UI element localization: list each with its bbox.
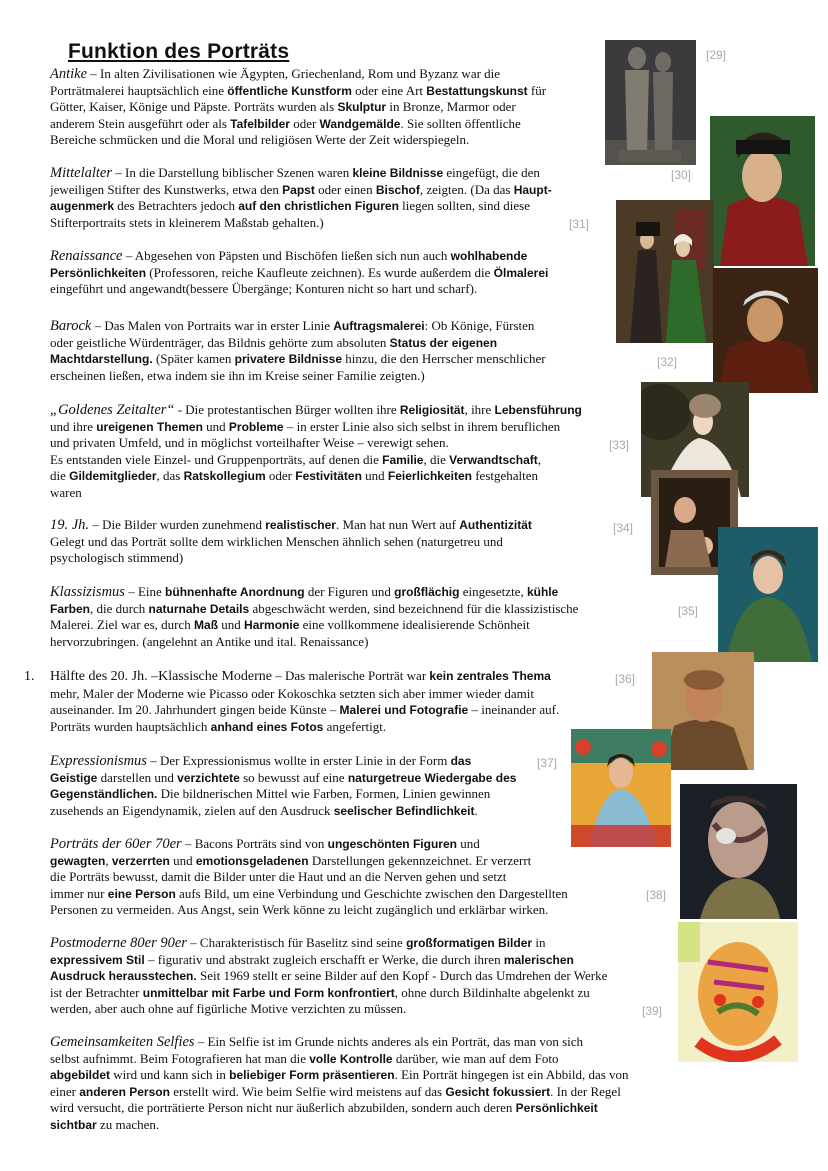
page-title: Funktion des Porträts <box>68 40 290 63</box>
text-run: Personen zu vermeiden. Aus Angst, sein Werk könne zu leicht zugänglich und erklärbar wirken. <box>50 902 549 918</box>
bold-term: Ausdruck herausstechen. <box>50 969 197 984</box>
text-run: , ohne durch Bildinhalte abgelenkt zu <box>394 984 590 1000</box>
section-line <box>50 83 610 100</box>
ref-39: [39] <box>642 1004 663 1018</box>
section-line <box>50 248 620 265</box>
bold-term: Gesicht fokussiert <box>445 1084 551 1099</box>
bold-term: Feierlichkeiten <box>387 469 472 484</box>
bold-term: Persönlichkeiten <box>50 265 147 280</box>
section-heading: Porträts der 60er 70er <box>50 836 182 852</box>
bold-term: ureigenen Themen <box>96 419 203 434</box>
bold-term: das <box>450 754 472 768</box>
text-run: waren <box>50 484 82 500</box>
text-run: und <box>169 852 196 868</box>
bold-term: wohlhabende <box>450 249 528 263</box>
bold-term: sichtbar <box>50 1117 97 1132</box>
bold-term: großflächig <box>394 585 460 599</box>
bold-term: Status der eigenen <box>389 335 498 350</box>
text-run: eingefügt, die den <box>443 165 540 180</box>
bold-term: volle Kontrolle <box>309 1051 393 1066</box>
section-klassische-moderne <box>50 668 650 735</box>
bold-term: gewagten <box>50 853 106 868</box>
text-run: Darstellungen gekennzeichnet. Er verzerrt <box>308 852 532 868</box>
text-run: Es entstanden viele Einzel- und Gruppenporträts, auf denen die <box>50 451 383 467</box>
text-run: und <box>218 617 245 633</box>
section-line <box>50 182 610 199</box>
section-heading: Antike <box>50 66 88 82</box>
text-run: (Professoren, reiche Kaufleute zeichnen). Es wurde außerdem die <box>146 264 494 280</box>
bold-term: anhand eines Fotos <box>210 719 324 734</box>
section-line <box>50 719 650 736</box>
section-line <box>50 265 620 282</box>
bold-term: Harmonie <box>244 618 300 633</box>
bold-term: emotionsgeladenen <box>195 853 309 868</box>
bold-term: Gegenständlichen. <box>50 787 158 802</box>
text-run: zu machen. <box>96 1116 160 1132</box>
section-barock <box>50 318 620 384</box>
section-heading: 19. Jh. <box>50 517 90 533</box>
bold-term: verzerrten <box>111 853 170 868</box>
bold-term: kein zentrales Thema <box>429 669 551 683</box>
text-run: – Bacons Porträts sind von <box>181 836 328 851</box>
arnolfini-portrait-image <box>616 200 714 343</box>
section-line <box>50 517 620 534</box>
section-line <box>50 770 580 787</box>
section-line <box>50 952 650 969</box>
ref-35: [35] <box>678 604 699 618</box>
text-run: , die <box>423 451 450 467</box>
text-run: und ihre <box>50 418 97 434</box>
section-line <box>50 968 650 985</box>
section-line <box>50 853 650 870</box>
text-run: – Der Expressionismus wollte in erster Linie in der Form <box>146 753 451 768</box>
bold-term: abgebildet <box>50 1068 111 1083</box>
section-line <box>50 1067 680 1084</box>
section-line <box>50 601 650 618</box>
bacon-distorted-head-image <box>680 784 797 919</box>
text-run: oder eine Art <box>351 82 427 98</box>
text-run: liegen sollten, sind diese <box>398 198 530 214</box>
text-run: – In die Darstellung biblischer Szenen waren <box>112 165 353 180</box>
section-line <box>50 786 580 803</box>
text-run: und <box>361 468 388 484</box>
bold-term: anderen Person <box>79 1084 170 1099</box>
text-run: mehr, Maler der Moderne wie Picasso oder Kokoschka setzten sich aber immer wieder damit <box>50 685 534 701</box>
section-line <box>50 836 650 853</box>
ref-36: [36] <box>615 672 636 686</box>
ref-34: [34] <box>613 521 634 535</box>
bold-term: Bischof <box>375 182 420 197</box>
section-line <box>50 132 610 149</box>
section-line <box>50 686 650 703</box>
text-run: . Sie sollten öffentliche <box>400 115 521 131</box>
text-run: . Man hat nun Wert auf <box>335 517 460 532</box>
section-60er-70er <box>50 836 650 919</box>
text-run: jeweiligen Stifter des Kunstwerks, etwa den <box>50 181 283 197</box>
text-run: . In der Regel <box>550 1083 621 1099</box>
bold-term: kleine Bildnisse <box>352 166 444 180</box>
renaissance-man-portrait-image <box>710 116 815 266</box>
section-line <box>50 534 620 551</box>
text-run: (Später kamen <box>152 351 235 367</box>
section-line <box>50 452 640 469</box>
section-expressionismus <box>50 753 580 819</box>
text-run: in Bronze, Marmor oder <box>386 99 516 115</box>
text-run: oder geistliche Würdenträger, das Bildnis gehörte zum absoluten <box>50 334 390 350</box>
bold-term: naturgetreue Wiedergabe des <box>347 770 517 785</box>
section-line <box>50 468 640 485</box>
rembrandt-self-portrait-image <box>713 268 818 393</box>
text-run: erstellt wird. Wie beim Selfie wird meistens auf das <box>169 1083 446 1099</box>
section-heading: Gemeinsamkeiten Selfies <box>50 1034 195 1050</box>
lady-green-shawl-image <box>718 527 818 662</box>
text-run: , zeigten. (Da das <box>419 181 514 197</box>
text-run: angefertigt. <box>323 718 387 734</box>
text-run: – Ein Selfie ist im Grunde nichts anderes als ein Porträt, das man von sich <box>194 1034 584 1049</box>
section-line <box>50 281 620 298</box>
text-run: abgeschwächt werden, sind bezeichnend für die klassizistische <box>249 600 579 616</box>
bold-term: beliebiger Form präsentieren <box>229 1068 395 1083</box>
section-line <box>50 165 610 182</box>
bold-term: ungeschönten Figuren <box>327 837 457 851</box>
bold-term: eine Person <box>107 886 176 901</box>
bold-term: Verwandtschaft <box>449 452 538 467</box>
text-run: auseinander. Im 20. Jahrhundert gingen beide Künste – <box>50 702 340 718</box>
section-line <box>50 116 610 133</box>
bold-term: Festivitäten <box>295 469 362 484</box>
bold-term: realistischer <box>265 518 336 532</box>
text-run: darüber, wie man auf dem Foto <box>392 1050 559 1066</box>
text-run: , <box>537 451 542 467</box>
text-run: . Ein Porträt hingegen ist ein Abbild, das von <box>394 1067 629 1083</box>
text-run: zusehends an Eigendynamik, zielen auf den Ausdruck <box>50 802 334 818</box>
text-run: psychologisch stimmend) <box>50 550 184 566</box>
bold-term: Papst <box>282 182 315 197</box>
bold-term: seelischer Befindlichkeit <box>333 803 475 818</box>
text-run: für <box>527 82 547 98</box>
section-heading: Postmoderne 80er 90er <box>50 935 187 951</box>
section-line <box>50 1084 680 1101</box>
section-line <box>50 985 650 1002</box>
text-run: – ineinander auf. <box>468 702 560 718</box>
section-line <box>50 886 650 903</box>
text-run: , das <box>156 468 184 484</box>
section-line <box>50 1034 680 1051</box>
text-run: des Betrachters jedoch <box>114 198 239 214</box>
ref-37: [37] <box>537 756 558 770</box>
text-run: erscheinen ließen, etwa indem sie ihn im Kreise seiner Familie zeigten.) <box>50 367 425 383</box>
section-line <box>50 335 620 352</box>
section-line <box>50 617 650 634</box>
bold-term: Geistige <box>50 770 98 785</box>
section-line <box>50 869 650 886</box>
text-run: und privaten Umfeld, und in möglichst vorteilhafter Weise – verewigt sehen. <box>50 435 449 451</box>
bold-term: Tafelbilder <box>230 116 290 131</box>
text-run: wird und kann sich in <box>110 1067 230 1083</box>
bold-term: privatere Bildnisse <box>234 352 343 367</box>
bold-term: Maß <box>194 618 219 633</box>
bold-term: malerischen <box>503 952 574 967</box>
bold-term: Haupt- <box>513 182 552 197</box>
ref-31: [31] <box>569 217 590 231</box>
text-run: – Das Malen von Portraits war in erster Linie <box>91 318 334 333</box>
section-line <box>50 198 610 215</box>
text-run: ist der Betrachter <box>50 984 143 1000</box>
text-run: immer nur <box>50 885 108 901</box>
section-line <box>50 435 640 452</box>
section-line <box>50 803 580 820</box>
text-run: – Eine <box>124 584 166 599</box>
bold-term: verzichtete <box>177 770 240 785</box>
expressionist-woman-image <box>571 729 671 847</box>
text-run: aufs Bild, um eine Verbindung und Geschichte zwischen den Dargestellten <box>175 885 568 901</box>
text-run: – Abgesehen von Päpsten und Bischöfen ließen sich nun auch <box>122 248 451 263</box>
bold-term: Wandgemälde <box>319 116 401 131</box>
section-line <box>50 318 620 335</box>
text-run: Götter, Kaiser, Könige und Päpste. Porträts wurden als <box>50 99 338 115</box>
text-run: – figurativ und abstrakt zugleich erschafft er Werke, die durch ihren <box>144 951 504 967</box>
text-run: festgehalten <box>471 468 539 484</box>
text-run: Seit 1969 stellt er seine Bilder auf den Kopf - Durch das Umdrehen der Werke <box>196 968 608 984</box>
section-heading: Expressionismus <box>50 753 147 769</box>
text-run: Bereiche schmücken und die Moral und religiösen Werte der Zeit widerspiegeln. <box>50 132 470 148</box>
bold-term: Auftragsmalerei <box>333 319 425 333</box>
section-line <box>50 753 580 770</box>
section-mittelalter <box>50 165 610 231</box>
bold-term: Gildemitglieder <box>69 469 157 484</box>
text-run: eine vollkommene idealisierende Schönheit <box>299 617 530 633</box>
text-run: und <box>456 836 480 851</box>
section-line <box>50 351 620 368</box>
section-heading: Hälfte des 20. Jh. –Klassische Moderne <box>50 669 273 684</box>
bold-term: Ölmalerei <box>493 265 549 280</box>
text-run: die <box>50 468 70 484</box>
list-number: 1. <box>24 669 35 684</box>
ref-29: [29] <box>706 48 727 62</box>
bold-term: bühnenhafte Anordnung <box>165 585 305 599</box>
section-heading: Renaissance <box>50 248 123 264</box>
bold-term: kühle <box>526 585 559 599</box>
text-run: – In alten Zivilisationen wie Ägypten, Griechenland, Rom und Byzanz war die <box>87 66 501 81</box>
section-line <box>50 935 650 952</box>
bold-term: expressivem Stil <box>50 952 145 967</box>
bold-term: unmittelbar mit Farbe und Form konfrontiert <box>142 985 395 1000</box>
bold-term: Lebensführung <box>494 403 582 417</box>
bold-term: Skulptur <box>337 100 387 115</box>
bold-term: naturnahe Details <box>148 601 250 616</box>
section-renaissance <box>50 248 620 298</box>
bold-term: Farben <box>50 601 91 616</box>
text-run: werden, aber auch ohne auf figürliche Motive verzichten zu müssen. <box>50 1001 407 1017</box>
text-run: Porträtmalerei hauptsächlich eine <box>50 82 228 98</box>
text-run: eingeführt und angewandt(bessere Übergänge; Konturen nicht so hart und scharf). <box>50 281 478 297</box>
section-line <box>50 1051 680 1068</box>
ref-32: [32] <box>657 355 678 369</box>
text-run: Stifterportraits stets in kleinerem Maßstab gehalten.) <box>50 214 324 230</box>
text-run: eingesetzte, <box>459 584 527 599</box>
text-run: oder <box>265 468 296 484</box>
text-run: wird versucht, die porträtierte Person nicht nur äußerlich abzubilden, sondern auch deren <box>50 1100 516 1116</box>
section-heading: Barock <box>50 318 92 334</box>
text-run: selbst aufnimmt. Beim Fotografieren hat man die <box>50 1050 310 1066</box>
bold-term: großformatigen Bilder <box>406 936 533 950</box>
text-run: - Die protestantischen Bürger wollten ihre <box>174 402 400 417</box>
text-run: : Ob Könige, Fürsten <box>424 318 535 333</box>
section-line <box>50 1001 650 1018</box>
text-run: die Porträts bewusst, damit die Bilder unter die Haut und an die Nerven gehen und setzt <box>50 869 507 885</box>
text-run: hervorzubringen. (angelehnt an Antike und ital. Renaissance) <box>50 633 369 649</box>
ref-33: [33] <box>609 438 630 452</box>
text-run: einer <box>50 1083 80 1099</box>
section-line <box>50 1100 680 1117</box>
text-run: – Das malerische Porträt war <box>272 668 430 683</box>
bold-term: augenmerk <box>50 199 115 214</box>
text-run: und <box>202 418 229 434</box>
text-run: – Die Bilder wurden zunehmend <box>89 517 266 532</box>
section-line <box>50 99 610 116</box>
bold-term: Authentizität <box>459 518 532 532</box>
text-run: , ihre <box>464 402 495 417</box>
bold-term: Persönlichkeit <box>515 1101 598 1116</box>
section-antike <box>50 66 610 149</box>
text-run: Porträts wurden hauptsächlich <box>50 718 211 734</box>
egyptian-statue-image <box>605 40 696 165</box>
section-heading: Mittelalter <box>50 165 113 181</box>
text-run: Malerei. Ziel war es, durch <box>50 617 195 633</box>
baselitz-upside-down-image <box>678 922 798 1062</box>
text-run: in <box>532 935 546 950</box>
text-run: Die bildnerischen Mittel wie Farben, Formen, Linien gewinnen <box>157 786 491 802</box>
bold-term: Malerei und Fotografie <box>339 703 469 718</box>
text-run: anderem Stein ausgeführt oder als <box>50 115 231 131</box>
bold-term: Ratskollegium <box>183 469 266 484</box>
section-postmoderne <box>50 935 650 1018</box>
bold-term: Bestattungskunst <box>426 83 528 98</box>
text-run: so bewusst auf eine <box>239 769 348 785</box>
section-line <box>50 419 640 436</box>
text-run: . <box>474 802 478 818</box>
bold-term: öffentliche Kunstform <box>227 83 352 98</box>
section-heading: Klassizismus <box>50 584 125 600</box>
section-line <box>50 584 650 601</box>
section-selfies <box>50 1034 680 1134</box>
bold-term: auf den christlichen Figuren <box>238 199 399 214</box>
text-run: der Figuren und <box>304 584 395 599</box>
text-run: oder <box>289 115 320 131</box>
section-line <box>50 1117 680 1134</box>
text-run: , <box>105 852 112 868</box>
text-run: oder einen <box>314 181 376 197</box>
section-klassizismus <box>50 584 650 650</box>
bold-term: Familie <box>382 452 424 467</box>
section-line <box>50 668 650 686</box>
section-goldenes-zeitalter <box>50 402 640 502</box>
section-line <box>50 215 610 232</box>
section-line <box>50 634 650 651</box>
bold-term: Religiosität <box>399 403 465 417</box>
section-line <box>50 550 620 567</box>
section-heading: „Goldenes Zeitalter“ <box>50 402 175 418</box>
text-run: – Charakteristisch für Baselitz sind seine <box>186 935 407 950</box>
text-run: darstellen und <box>97 769 178 785</box>
bold-term: Machtdarstellung. <box>50 352 153 367</box>
text-run: Gelegt und das Porträt sollte dem wirklichen Menschen ähnlich sehen (naturgetreu und <box>50 533 503 549</box>
section-line <box>50 66 610 83</box>
section-line <box>50 368 620 385</box>
section-19-jh <box>50 517 620 567</box>
section-line <box>50 402 640 419</box>
bold-term: Probleme <box>228 419 284 434</box>
section-line <box>50 485 640 502</box>
section-line <box>50 902 650 919</box>
ref-30: [30] <box>671 168 692 182</box>
ref-38: [38] <box>646 888 667 902</box>
text-run: hinzu, die den Herrscher menschlicher <box>342 351 546 367</box>
text-run: – in erster Linie also sich selbst in ihrem beruflichen <box>283 418 561 434</box>
text-run: , die durch <box>90 600 149 616</box>
section-line <box>50 702 650 719</box>
